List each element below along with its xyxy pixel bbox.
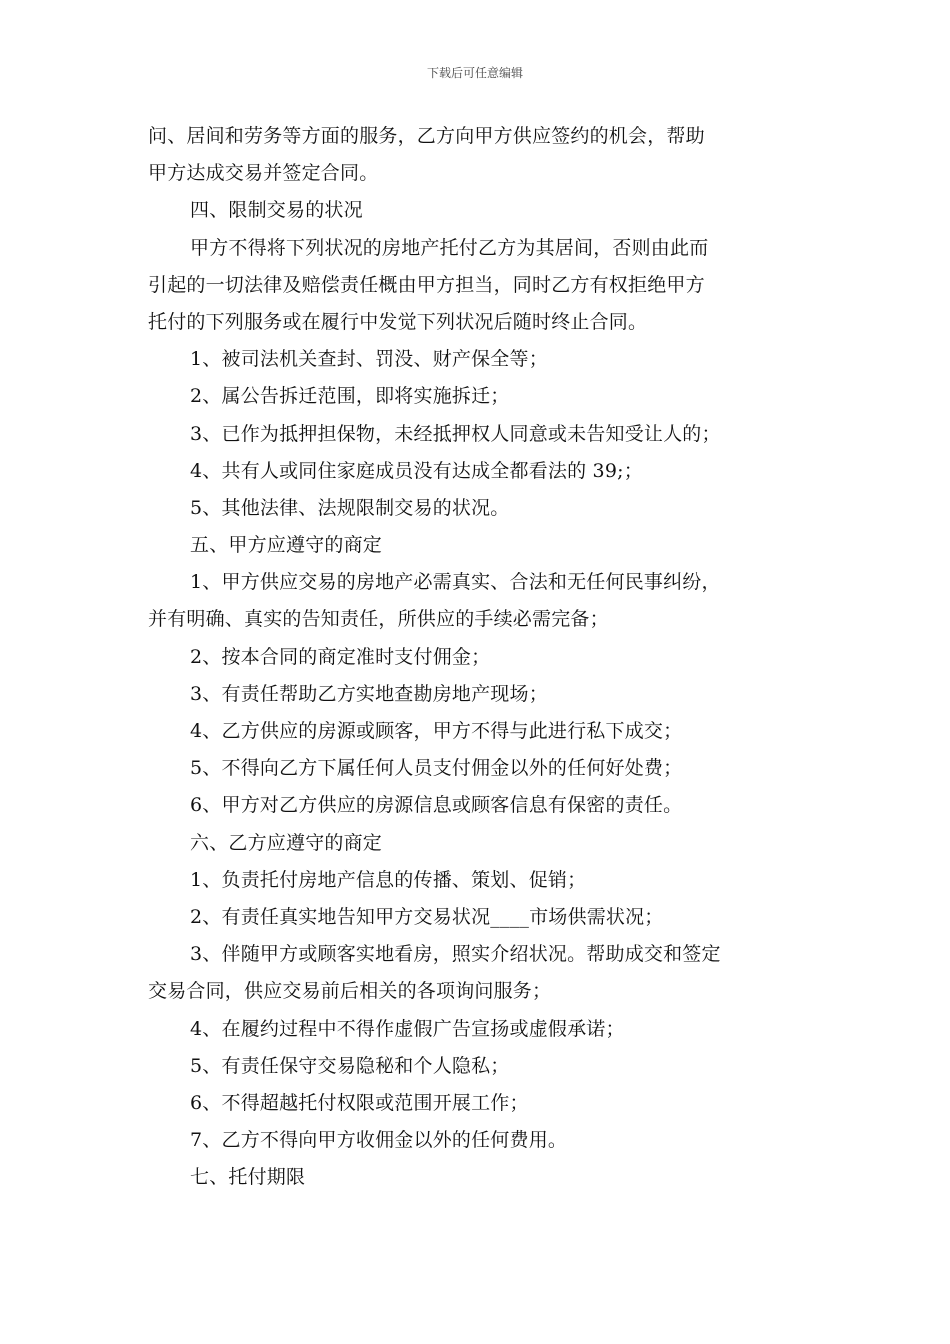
text-line: 5、不得向乙方下属任何人员支付佣金以外的任何好处费； xyxy=(190,757,683,780)
page-header: 下载后可任意编辑 xyxy=(426,66,523,80)
text-line: 2、有责任真实地告知甲方交易状况____市场供需状况； xyxy=(190,905,664,928)
text-line: 3、有责任帮助乙方实地查勘房地产现场； xyxy=(190,682,548,705)
text-line: 5、其他法律、法规限制交易的状况。 xyxy=(190,496,510,519)
text-line: 1、负责托付房地产信息的传播、策划、促销； xyxy=(190,868,587,891)
text-line: 2、按本合同的商定准时支付佣金； xyxy=(190,645,491,668)
text-line: 引起的一切法律及赔偿责任概由甲方担当，同时乙方有权拒绝甲方 xyxy=(148,273,705,296)
text-line: 6、甲方对乙方供应的房源信息或顾客信息有保密的责任。 xyxy=(190,794,683,817)
text-line: 4、乙方供应的房源或顾客，甲方不得与此进行私下成交； xyxy=(190,720,683,742)
text-line: 2、属公告拆迁范围，即将实施拆迁； xyxy=(190,385,510,408)
text-line: 问、居间和劳务等方面的服务，乙方向甲方供应签约的机会，帮助 xyxy=(148,125,705,147)
text-line: 甲方达成交易并签定合同。 xyxy=(148,162,379,185)
text-line: 并有明确、真实的告知责任，所供应的手续必需完备； xyxy=(148,608,609,631)
text-line: 6、不得超越托付权限或范围开展工作； xyxy=(190,1091,529,1114)
text-line: 3、伴随甲方或顾客实地看房，照实介绍状况。帮助成交和签定 xyxy=(190,943,721,966)
text-line: 4、共有人或同住家庭成员没有达成全都看法的 39;； xyxy=(190,459,643,482)
document-body xyxy=(148,118,808,1196)
text-line: 交易合同，供应交易前后相关的各项询问服务； xyxy=(148,980,552,1003)
text-line: 五、甲方应遵守的商定 xyxy=(190,534,383,557)
text-line: 七、托付期限 xyxy=(190,1166,306,1189)
text-line: 3、已作为抵押担保物，未经抵押权人同意或未告知受让人的； xyxy=(190,422,721,445)
text-line: 5、有责任保守交易隐秘和个人隐私； xyxy=(190,1054,510,1077)
text-line: 甲方不得将下列状况的房地产托付乙方为其居间，否则由此而 xyxy=(190,236,709,259)
text-line: 六、乙方应遵守的商定 xyxy=(190,831,383,854)
text-line: 四、限制交易的状况 xyxy=(190,199,363,222)
text-line: 4、在履约过程中不得作虚假广告宣扬或虚假承诺； xyxy=(190,1017,625,1040)
text-line: 托付的下列服务或在履行中发觉下列状况后随时终止合同。 xyxy=(148,310,648,333)
text-line: 7、乙方不得向甲方收佣金以外的任何费用。 xyxy=(190,1129,568,1152)
text-line: 1、被司法机关查封、罚没、财产保全等； xyxy=(190,348,548,371)
text-line: 1、甲方供应交易的房地产必需真实、合法和无任何民事纠纷， xyxy=(190,571,721,594)
